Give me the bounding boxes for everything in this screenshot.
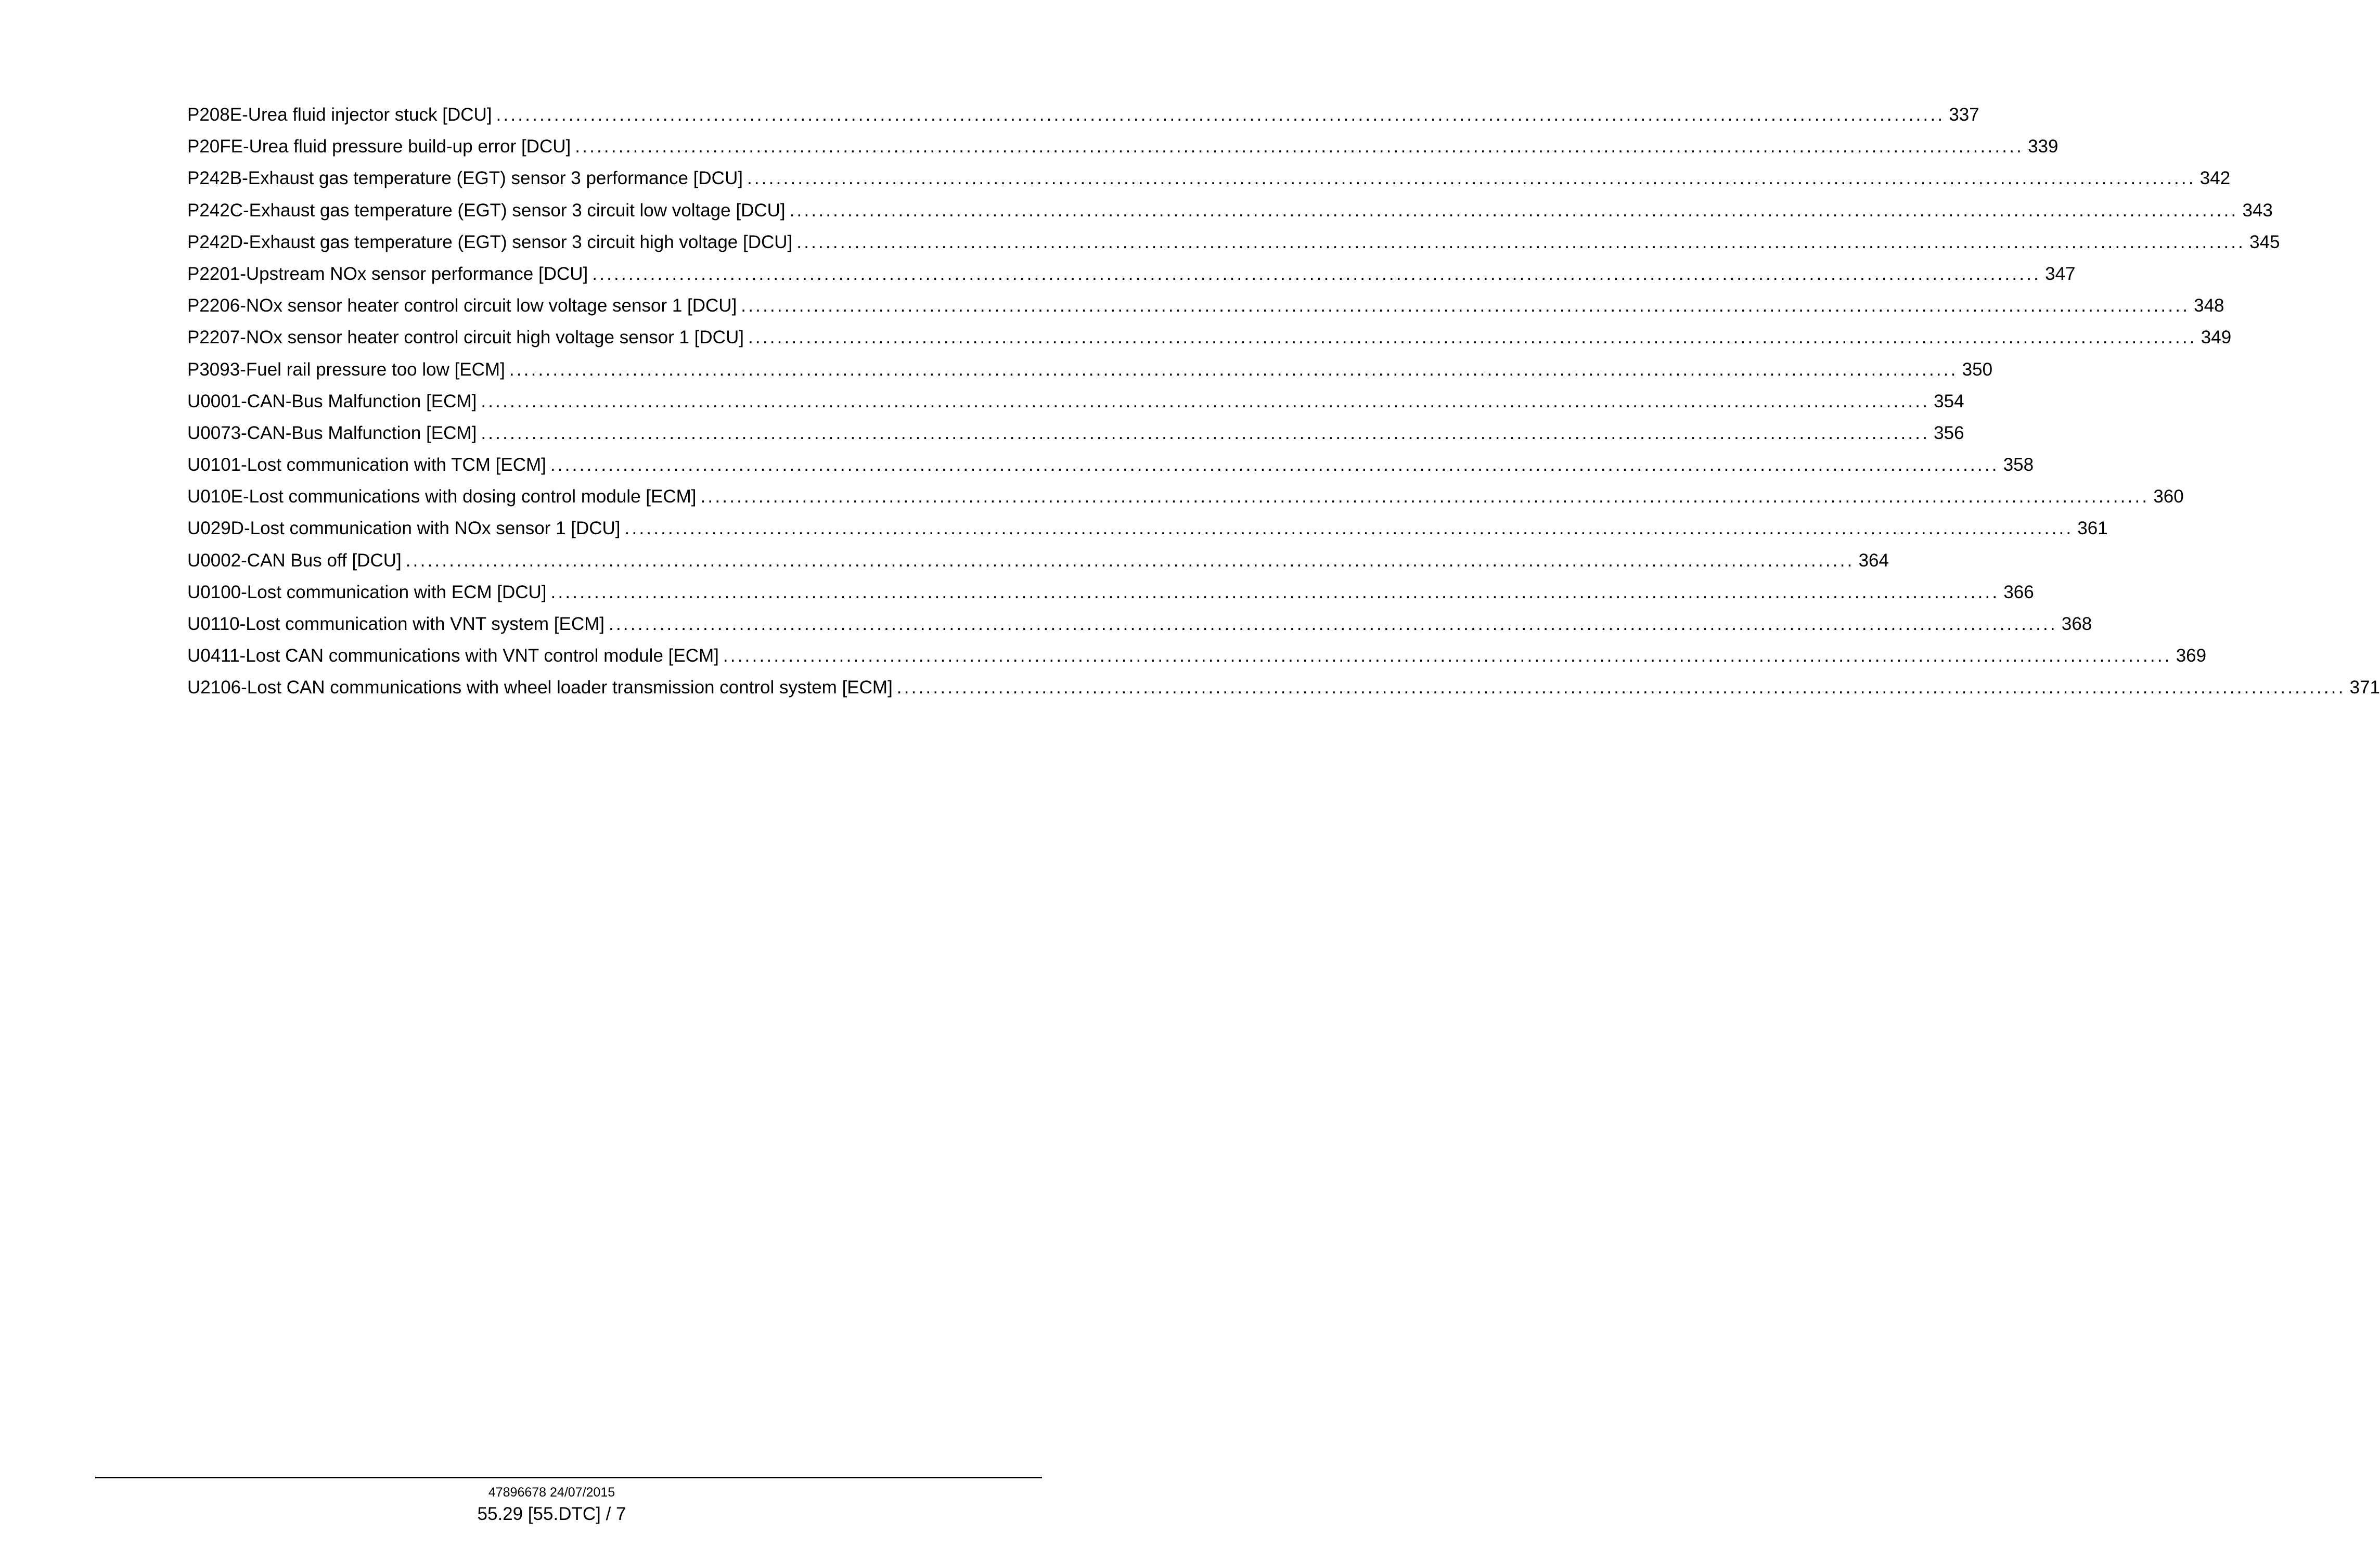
- toc-entry-title: U0110-Lost communication with VNT system [ECM]: [187, 614, 605, 634]
- toc-entry-page: 349: [2201, 327, 2232, 348]
- toc-entry[interactable]: [187, 226, 2280, 258]
- toc-entry[interactable]: [187, 99, 1979, 131]
- footer-divider: [95, 1477, 1042, 1478]
- dot-leader: ........................................................................................................................................................................................................: [789, 200, 2239, 221]
- toc-entry[interactable]: [187, 258, 2076, 290]
- toc-entry-title: U010E-Lost communications with dosing control module [ECM]: [187, 486, 697, 507]
- dot-leader: ........................................................................................................................................................................................................: [550, 455, 1999, 475]
- toc-entry-page: 368: [2061, 614, 2092, 634]
- dot-leader: ........................................................................................................................................................................................................: [896, 677, 2346, 698]
- toc-entry-page: 337: [1949, 105, 1979, 125]
- toc-entry-page: 350: [1962, 359, 1993, 380]
- toc-entry-title: U0073-CAN-Bus Malfunction [ECM]: [187, 422, 477, 443]
- toc-entry-page: 356: [1934, 422, 1964, 443]
- toc-entry-title: P3093-Fuel rail pressure too low [ECM]: [187, 359, 505, 380]
- dot-leader: ........................................................................................................................................................................................................: [575, 136, 2024, 157]
- dot-leader: ........................................................................................................................................................................................................: [496, 105, 1945, 125]
- toc-entry-page: 369: [2176, 646, 2207, 666]
- toc-entry-page: 360: [2153, 486, 2184, 507]
- toc-entry[interactable]: [187, 672, 2380, 703]
- dot-leader: ........................................................................................................................................................................................................: [741, 295, 2190, 316]
- toc-entry[interactable]: [187, 608, 2092, 640]
- dot-leader: ........................................................................................................................................................................................................: [700, 486, 2150, 507]
- toc-entry-title: P20FE-Urea fluid pressure build-up error [DCU]: [187, 136, 571, 157]
- toc-entry-title: U0100-Lost communication with ECM [DCU]: [187, 582, 547, 602]
- toc-entry-title: U029D-Lost communication with NOx sensor 1 [DCU]: [187, 518, 621, 539]
- toc-entry[interactable]: [187, 354, 1993, 385]
- dot-leader: ........................................................................................................................................................................................................: [405, 550, 1855, 571]
- toc-entry[interactable]: [187, 290, 2224, 321]
- toc-entry[interactable]: [187, 162, 2231, 194]
- dot-leader: ........................................................................................................................................................................................................: [550, 582, 2000, 602]
- toc-entry-title: U0001-CAN-Bus Malfunction [ECM]: [187, 391, 477, 411]
- toc-entry[interactable]: [187, 481, 2184, 512]
- toc-entry-page: 342: [2199, 168, 2231, 189]
- dot-leader: ........................................................................................................................................................................................................: [509, 359, 1958, 380]
- toc-entry-page: 364: [1858, 550, 1889, 571]
- toc-entry-page: 366: [2003, 582, 2034, 602]
- toc-entry-page: 343: [2242, 200, 2273, 221]
- dot-leader: ........................................................................................................................................................................................................: [481, 391, 1930, 411]
- toc-entry-title: U0002-CAN Bus off [DCU]: [187, 550, 402, 571]
- dot-leader: ........................................................................................................................................................................................................: [796, 231, 2246, 252]
- toc-entry-title: P242C-Exhaust gas temperature (EGT) sensor 3 circuit low voltage [DCU]: [187, 200, 786, 221]
- toc-entry-title: P2207-NOx sensor heater control circuit high voltage sensor 1 [DCU]: [187, 327, 744, 348]
- toc-entry-title: P242B-Exhaust gas temperature (EGT) sensor 3 performance [DCU]: [187, 168, 743, 189]
- toc-entry[interactable]: [187, 576, 2034, 608]
- toc-entry[interactable]: [187, 131, 2059, 162]
- toc-entry-page: 339: [2028, 136, 2059, 157]
- toc-entry-page: 361: [2077, 518, 2108, 539]
- toc-entry[interactable]: [187, 512, 2108, 544]
- dot-leader: ........................................................................................................................................................................................................: [481, 422, 1930, 443]
- toc-entry-title: P2201-Upstream NOx sensor performance [DCU]: [187, 263, 588, 284]
- toc-entry[interactable]: [187, 417, 1964, 449]
- page-number: 55.29 [55.DTC] / 7: [477, 1504, 626, 1524]
- toc-entry-page: 358: [2003, 455, 2034, 475]
- dot-leader: ........................................................................................................................................................................................................: [592, 263, 2041, 284]
- dot-leader: ........................................................................................................................................................................................................: [624, 518, 2074, 539]
- toc-entry[interactable]: [187, 640, 2207, 672]
- toc-entry-page: 347: [2045, 263, 2076, 284]
- toc-entry-title: P208E-Urea fluid injector stuck [DCU]: [187, 105, 492, 125]
- toc-entry[interactable]: [187, 545, 1889, 576]
- document-reference: 47896678 24/07/2015: [488, 1485, 615, 1500]
- toc-entry-page: 348: [2194, 295, 2224, 316]
- toc-entry-title: U0101-Lost communication with TCM [ECM]: [187, 455, 546, 475]
- toc-entry[interactable]: [187, 195, 2273, 226]
- toc-entry-page: 354: [1934, 391, 1964, 411]
- dot-leader: ........................................................................................................................................................................................................: [723, 646, 2172, 666]
- toc-entry-title: U2106-Lost CAN communications with wheel loader transmission control system [ECM]: [187, 677, 893, 698]
- dot-leader: ........................................................................................................................................................................................................: [609, 614, 2057, 634]
- toc-entry-title: U0411-Lost CAN communications with VNT control module [ECM]: [187, 646, 719, 666]
- toc-entry[interactable]: [187, 385, 1964, 417]
- toc-entry-page: 371: [2349, 677, 2380, 698]
- toc-entry-title: P242D-Exhaust gas temperature (EGT) sensor 3 circuit high voltage [DCU]: [187, 231, 793, 252]
- table-of-contents: [187, 99, 2380, 704]
- toc-entry-page: 345: [2249, 231, 2280, 252]
- toc-entry[interactable]: [187, 321, 2232, 353]
- toc-entry-title: P2206-NOx sensor heater control circuit low voltage sensor 1 [DCU]: [187, 295, 737, 316]
- dot-leader: ........................................................................................................................................................................................................: [747, 168, 2196, 189]
- dot-leader: ........................................................................................................................................................................................................: [748, 327, 2197, 348]
- toc-entry[interactable]: [187, 449, 2034, 481]
